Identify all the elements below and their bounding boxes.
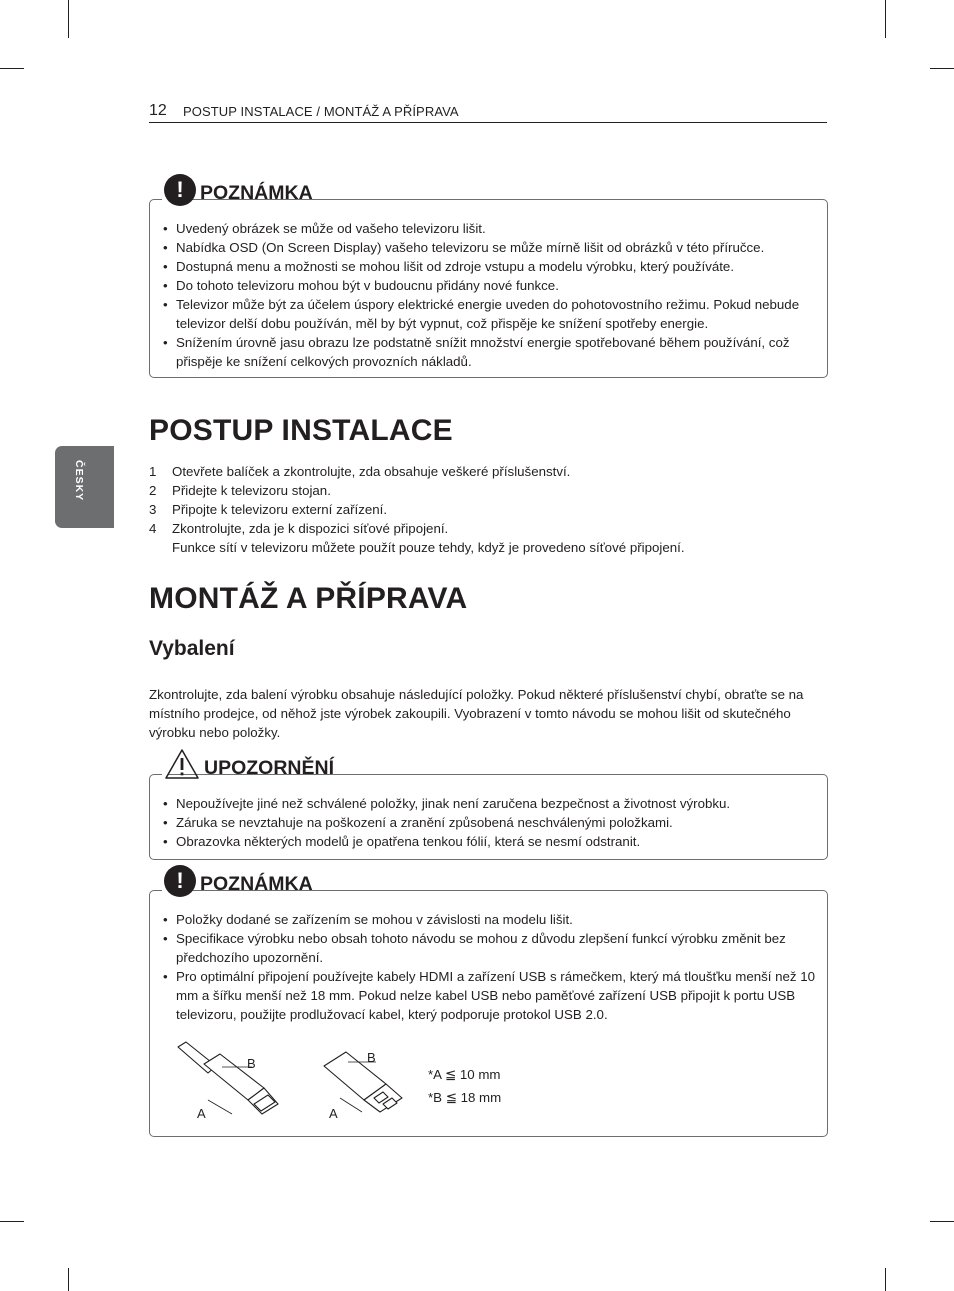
crop-mark (885, 1268, 886, 1291)
note-title: POZNÁMKA (200, 182, 313, 204)
exclamation-icon: ! (164, 174, 196, 206)
step-number: 3 (149, 502, 157, 517)
caution-header (162, 751, 335, 781)
list-item: • Snížením úrovně jasu obrazu lze podstatně snížit množství energie spotřebované během používání, což přispěje ke snížení celkových provozních nákladů. (176, 333, 817, 371)
list-item: • Televizor může být za účelem úspory elektrické energie uveden do pohotovostního režimu. Pokud nebude televizor delší dobu používán, měl by být vypnut, což přispěje ke snížení spotřeby energie. (176, 295, 817, 333)
caution-title: UPOZORNĚNÍ (204, 757, 335, 779)
crop-mark (930, 68, 954, 69)
list-item: • Nabídka OSD (On Screen Display) vašeho televizoru se může mírně lišit od obrázků v této příručce. (176, 238, 817, 257)
running-header-title: POSTUP INSTALACE / MONTÁŽ A PŘÍPRAVA (183, 104, 459, 119)
warning-triangle-icon (164, 748, 200, 780)
note-header (162, 867, 313, 897)
step-continuation (149, 538, 829, 557)
crop-mark (885, 0, 886, 38)
hdmi-cable-illustration (178, 1042, 278, 1114)
language-tab-label: ČESKY (73, 460, 85, 502)
list-item: • Specifikace výrobku nebo obsah tohoto návodu se mohou z důvodu zlepšení funkcí výrobku změnit bez předchozího upozornění. (176, 929, 817, 967)
note-title: POZNÁMKA (200, 873, 313, 895)
language-tab (55, 446, 114, 528)
assembly-heading: MONTÁŽ A PŘÍPRAVA (149, 582, 468, 615)
diagram-label-a: A (197, 1106, 206, 1121)
crop-mark (0, 68, 24, 69)
step-text: Zkontrolujte, zda je k dispozici síťové připojení. (172, 521, 449, 536)
dimension-b-text: *B ≦ 18 mm (428, 1090, 502, 1105)
usb-stick-illustration (324, 1052, 402, 1112)
diagram-label-b: B (367, 1050, 376, 1065)
list-item: • Nepoužívejte jiné než schválené položky, jinak není zaručena bezpečnost a životnost výrobku. (176, 794, 817, 813)
list-item: • Dostupná menu a možnosti se mohou lišit od zdroje vstupu a modelu výrobku, který používáte. (176, 257, 817, 276)
crop-mark (930, 1221, 954, 1222)
connector-size-diagram (174, 1040, 414, 1125)
step-text: Funkce sítí v televizoru můžete použít pouze tehdy, když je provedeno síťové připojení. (172, 540, 685, 555)
note-box (149, 177, 828, 378)
exclamation-icon: ! (164, 865, 196, 897)
list-item: • Záruka se nevztahuje na poškození a zranění způsobená neschválenými položkami. (176, 813, 817, 832)
step-text: Přidejte k televizoru stojan. (172, 483, 331, 498)
caution-box (149, 757, 828, 860)
list-item: • Obrazovka některých modelů je opatřena tenkou fólií, která se nesmí odstranit. (176, 832, 817, 851)
list-item (149, 500, 829, 519)
step-text: Otevřete balíček a zkontrolujte, zda obsahuje veškeré příslušenství. (172, 464, 571, 479)
page-number: 12 (149, 102, 167, 119)
caution-list (150, 775, 827, 851)
step-number: 4 (149, 521, 157, 536)
crop-mark (0, 1221, 24, 1222)
list-item: • Uvedený obrázek se může od vašeho televizoru lišit. (176, 219, 817, 238)
note-list (150, 891, 827, 1024)
list-item: • Do tohoto televizoru mohou být v budoucnu přidány nové funkce. (176, 276, 817, 295)
unpacking-heading: Vybalení (149, 637, 235, 660)
install-steps (149, 462, 829, 557)
note-list (150, 200, 827, 371)
page-header (149, 100, 827, 123)
list-item (149, 519, 829, 538)
diagram-label-b: B (247, 1056, 256, 1071)
install-heading: POSTUP INSTALACE (149, 414, 453, 447)
crop-mark (68, 1268, 69, 1291)
unpacking-paragraph: Zkontrolujte, zda balení výrobku obsahuje následující položky. Pokud některé příslušenství chybí, obraťte se na místního prodejce, od něhož jste výrobek zakoupili. Vyobrazení v tomto návodu se mohou lišit od skutečného výrobku nebo položky. (149, 687, 804, 740)
list-item (149, 481, 829, 500)
note-header (162, 176, 313, 206)
step-text: Připojte k televizoru externí zařízení. (172, 502, 388, 517)
step-number: 1 (149, 464, 157, 479)
diagram-label-a: A (329, 1106, 338, 1121)
dimension-a-text: *A ≦ 10 mm (428, 1067, 501, 1082)
crop-mark (68, 0, 69, 38)
list-item: • Položky dodané se zařízením se mohou v závislosti na modelu lišit. (176, 910, 817, 929)
list-item: • Pro optimální připojení používejte kabely HDMI a zařízení USB s rámečkem, který má tloušťku menší než 10 mm a šířku menší než 18 mm. Pokud nelze kabel USB nebo paměťové zařízení USB připojit k portu USB televizoru, použijte prodlužovací kabel, který podporuje protokol USB 2.0. (176, 967, 817, 1024)
step-number: 2 (149, 483, 157, 498)
list-item (149, 462, 829, 481)
